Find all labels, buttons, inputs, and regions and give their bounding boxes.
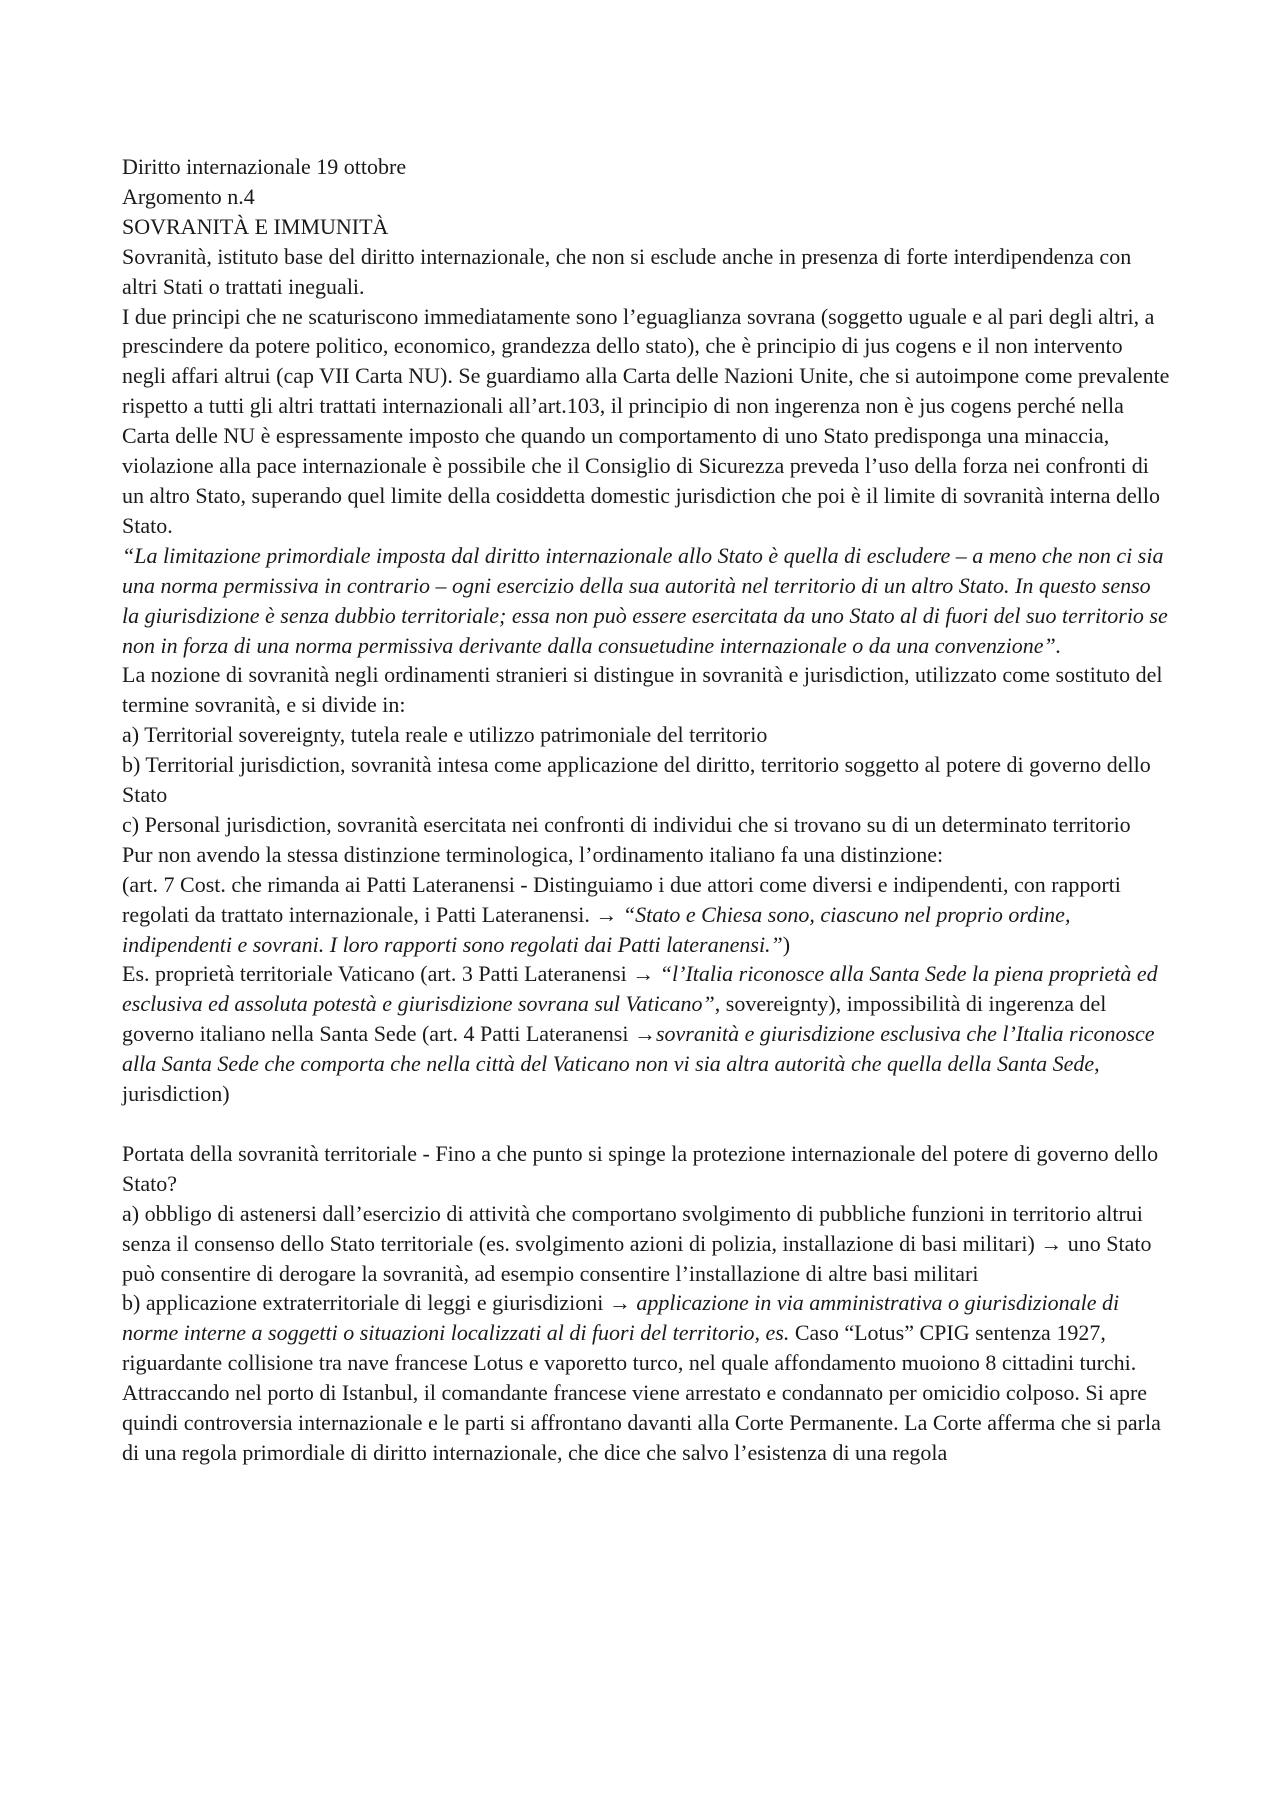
- paragraph-portata: Portata della sovranità territoriale - Fino a che punto si spinge la protezione internazionale del potere di governo dello Stato?: [122, 1140, 1159, 1196]
- quote-lotus-text: “La limitazione primordiale imposta dal diritto internazionale allo Stato è quella di escludere – a meno che non ci sia una norma permissiva in contrario – ogni esercizio della sua autorità nel territorio di un altro Stato. In questo senso la giurisdizione è senza dubbio territoriale; essa non può essere esercitata da uno Stato al di fuori del suo territorio se non in forza di una norma permissiva derivante dalla consuetudine internazionale o da una convenzione”.: [122, 542, 1168, 658]
- list-item-territorial-sovereignty: a) Territorial sovereignty, tutela reale e utilizzo patrimoniale del territorio: [122, 722, 768, 748]
- doc-title: SOVRANITÀ E IMMUNITÀ: [122, 213, 389, 239]
- vaticano-text-3: , jurisdiction): [122, 1051, 1100, 1107]
- paragraph-pur: Pur non avendo la stessa distinzione terminologica, l’ordinamento italiano fa una distinzione:: [122, 841, 944, 867]
- art7-close: ): [782, 931, 791, 957]
- vaticano-text-1: Es. proprietà territoriale Vaticano (art. 3 Patti Lateranensi: [122, 961, 633, 987]
- art7-quote: “Stato e Chiesa sono, ciascuno nel proprio ordine, indipendenti e sovrani. I loro rapporti sono regolati dai Patti lateranensi.”: [122, 901, 1071, 957]
- paragraph-vaticano: [122, 959, 1172, 1109]
- paragraph-art7: [122, 870, 1172, 960]
- vaticano-text-2: , sovereignty), impossibilità di ingerenza del governo italiano nella Santa Sede (art. 4 Patti Lateranensi: [122, 991, 1107, 1047]
- vaticano-quote-1: “l’Italia riconosce alla Santa Sede la piena proprietà ed esclusiva ed assoluta potestà e giurisdizione sovrana sul Vaticano”: [122, 961, 1158, 1017]
- obbligo-text: a) obbligo di astenersi dall’esercizio di attività che comportano svolgimento di pubbliche funzioni in territorio altrui senza il consenso dello Stato territoriale (es. svolgimento azioni di polizia, installazione di basi militari): [122, 1200, 1143, 1256]
- list-item-territorial-jurisdiction: b) Territorial jurisdiction, sovranità intesa come applicazione del diritto, territorio soggetto al potere di governo dello Stato: [122, 752, 1151, 808]
- arrow-icon: →: [608, 1290, 631, 1316]
- arrow-icon: →: [595, 901, 618, 927]
- doc-topic-line: Argomento n.4: [122, 183, 255, 209]
- arrow-icon: →: [632, 961, 655, 987]
- caso-lotus-text: Caso “Lotus” CPIG sentenza 1927, riguardante collisione tra nave francese Lotus e vaporetto turco, nel quale affondamento muoiono 8 cittadini turchi. Attraccando nel porto di Istanbul, il comandante francese viene arrestato e condannato per omicidio colposo. Si apre quindi controversia internazionale e le parti si affrontano davanti alla Corte Permanente. La Corte afferma che si parla di una regola primordiale di diritto internazionale, che dice che salvo l’esistenza di una regola: [122, 1320, 1161, 1465]
- obbligo-consequence: uno Stato può consentire di derogare la sovranità, ad esempio consentire l’installazione di altre basi militari: [122, 1230, 1152, 1286]
- art7-text: (art. 7 Cost. che rimanda ai Patti Lateranensi - Distinguiamo i due attori come diversi e indipendenti, con rapporti regolati da trattato internazionale, i Patti Lateranensi.: [122, 871, 1121, 927]
- list-item-extraterritoriale: [122, 1288, 1172, 1467]
- list-item-personal-jurisdiction: c) Personal jurisdiction, sovranità esercitata nei confronti di individui che si trovano su di un determinato territorio: [122, 811, 1131, 837]
- document-page: [122, 152, 1172, 1468]
- paragraph-gap: [122, 1109, 1172, 1139]
- quote-lotus-principle: [122, 541, 1172, 661]
- paragraph-sovranita: Sovranità, istituto base del diritto internazionale, che non si esclude anche in presenza di forte interdipendenza con altri Stati o trattati ineguali.: [122, 243, 1132, 299]
- list-item-obbligo: [122, 1199, 1172, 1289]
- paragraph-principi: I due principi che ne scaturiscono immediatamente sono l’eguaglianza sovrana (soggetto uguale e al pari degli altri, a prescindere da potere politico, economico, grandezza dello stato), che è principio di jus cogens e il non intervento negli affari altrui (cap VII Carta NU). Se guardiamo alla Carta delle Nazioni Unite, che si autoimpone come prevalente rispetto a tutti gli altri trattati internazionali all’art.103, il principio di non ingerenza non è jus cogens perché nella Carta delle NU è espressamente imposto che quando un comportamento di uno Stato predisponga una minaccia, violazione alla pace internazionale è possibile che il Consiglio di Sicurezza preveda l’uso della forza nei confronti di un altro Stato, superando quel limite della cosiddetta domestic jurisdiction che poi è il limite di sovranità interna dello Stato.: [122, 303, 1170, 538]
- vaticano-quote-2: sovranità e giurisdizione esclusiva che l’Italia riconosce alla Santa Sede che comporta che nella città del Vaticano non vi sia altra autorità che quella della Santa Sede: [122, 1021, 1155, 1077]
- arrow-icon: →: [1040, 1230, 1063, 1256]
- extraterritoriale-definition: applicazione in via amministrativa o giurisdizionale di norme interne a soggetti o situazioni localizzati al di fuori del territorio, es.: [122, 1290, 1120, 1346]
- arrow-icon: →: [633, 1021, 656, 1047]
- doc-course-line: Diritto internazionale 19 ottobre: [122, 154, 407, 179]
- paragraph-nozione: La nozione di sovranità negli ordinamenti stranieri si distingue in sovranità e jurisdiction, utilizzato come sostituto del termine sovranità, e si divide in:: [122, 662, 1163, 718]
- extraterritoriale-text: b) applicazione extraterritoriale di leggi e giurisdizioni: [122, 1290, 609, 1316]
